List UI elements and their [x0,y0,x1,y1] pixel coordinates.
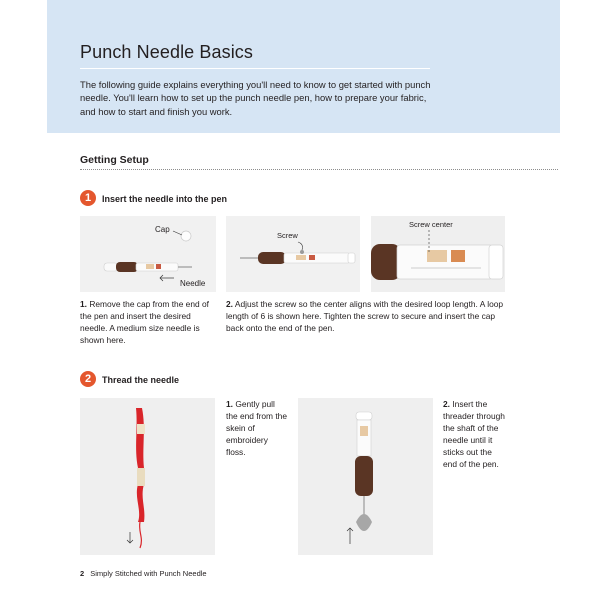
photo-pen-screw [226,216,360,292]
caption-text: Remove the cap from the end of the pen and insert the desired needle. A medium size needle is shown here. [80,299,209,345]
step-1-caption-2 [226,299,506,335]
caption-number: 1. [226,399,233,409]
step-2-caption-2 [443,399,505,470]
section-heading: Getting Setup [80,154,149,166]
section-divider [80,169,558,170]
label-screw-center: Screw center [409,220,453,229]
caption-number: 2. [443,399,450,409]
step-1-caption-1 [80,299,218,347]
caption-number: 1. [80,299,87,309]
label-screw: Screw [277,231,298,240]
book-title: Simply Stitched with Punch Needle [90,569,207,578]
photo-threader [298,398,433,555]
caption-text: Adjust the screw so the center aligns with the desired loop length. A loop length of 6 is shown here. Tighten the screw to secure and insert the cap back onto the end of the pen. [226,299,504,333]
photo-embroidery-floss [80,398,215,555]
page-number: 2 [80,569,85,578]
step-2-caption-1 [226,399,288,459]
step-2-badge: 2 [80,371,96,387]
page-title: Punch Needle Basics [80,42,253,62]
page-footer [80,569,207,578]
step-1-title: Insert the needle into the pen [102,194,228,204]
step-2-title: Thread the needle [102,375,180,385]
intro-paragraph: The following guide explains everything you'll need to know to get started with punch needle. You'll learn how to set up the punch needle pen, how to prepare your fabric, and how to start and finish you work. [80,79,431,117]
caption-number: 2. [226,299,233,309]
title-divider [80,68,430,69]
label-cap: Cap [155,225,170,234]
step-1-badge: 1 [80,190,96,206]
label-needle: Needle [180,279,206,288]
caption-text: Insert the threader through the shaft of the needle until it sticks out the end of the pen. [443,399,505,469]
caption-text: Gently pull the end from the skein of embroidery floss. [226,399,287,457]
